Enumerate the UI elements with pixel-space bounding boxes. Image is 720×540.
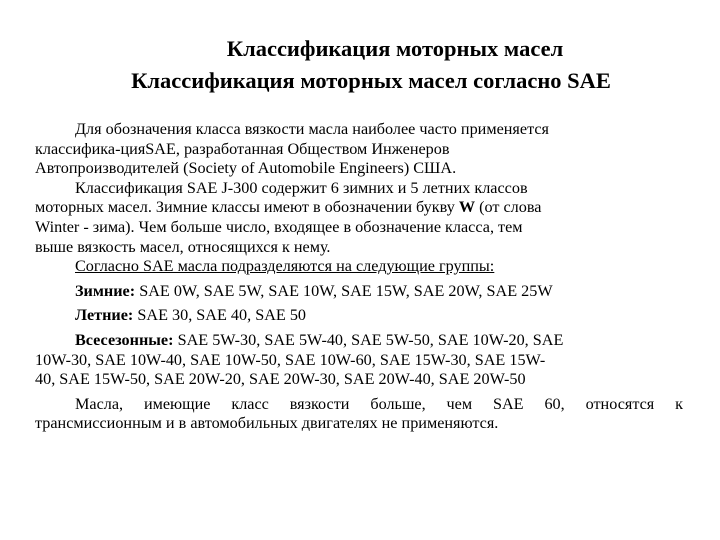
page-title: Классификация моторных масел xyxy=(226,36,564,61)
text-line: Масла, имеющие класс вязкости больше, чем SAE 60, относятся к xyxy=(75,394,683,413)
text-line: выше вязкость масел, относящихся к нему. xyxy=(35,237,331,256)
text-line: классифика-цияSAE, разработанная Обществом Инженеров xyxy=(35,139,450,158)
text-line: Автопроизводителей (Society of Automobile Engineers) США. xyxy=(35,159,457,178)
text-line: трансмиссионным и в автомобильных двигателях не применяются. xyxy=(35,414,499,433)
text-fragment: моторных масел. Зимние классы имеют в обозначении букву xyxy=(35,198,455,217)
text-line: Классификация SAE J-300 содержит 6 зимних и 5 летних классов xyxy=(75,178,528,197)
text-line: 10W-30, SAE 10W-40, SAE 10W-50, SAE 10W-60, SAE 15W-30, SAE 15W- xyxy=(35,350,546,369)
summer-group xyxy=(35,306,683,326)
allseason-label: Всесезонные: xyxy=(75,330,174,349)
winter-label: Зимние: xyxy=(75,281,136,300)
text-line xyxy=(35,331,683,351)
winter-group xyxy=(35,282,683,302)
document-body xyxy=(35,120,683,434)
paragraph-j300 xyxy=(35,179,683,257)
winter-letter: W xyxy=(458,198,476,217)
summer-label: Летние: xyxy=(75,306,134,325)
paragraph-transmission xyxy=(35,395,683,434)
text-line: Для обозначения класса вязкости масла наиболее часто применяется xyxy=(75,120,549,138)
text-fragment: (от слова xyxy=(479,198,542,217)
winter-values: SAE 0W, SAE 5W, SAE 10W, SAE 15W, SAE 20W, SAE 25W xyxy=(135,281,553,300)
text-line xyxy=(35,198,683,218)
paragraph-viscosity-intro xyxy=(35,120,683,179)
text-line: 40, SAE 15W-50, SAE 20W-20, SAE 20W-30, SAE 20W-40, SAE 20W-50 xyxy=(35,370,526,389)
text-line: Winter - зима). Чем больше число, входящее в обозначение класса, тем xyxy=(35,217,523,236)
summer-values: SAE 30, SAE 40, SAE 50 xyxy=(133,306,307,325)
allseason-group xyxy=(35,331,683,390)
allseason-values: SAE 5W-30, SAE 5W-40, SAE 5W-50, SAE 10W-20, SAE xyxy=(173,330,564,349)
page-subtitle: Классификация моторных масел согласно SAE xyxy=(131,68,611,93)
groups-heading: Согласно SAE масла подразделяются на следующие группы: xyxy=(75,257,495,276)
